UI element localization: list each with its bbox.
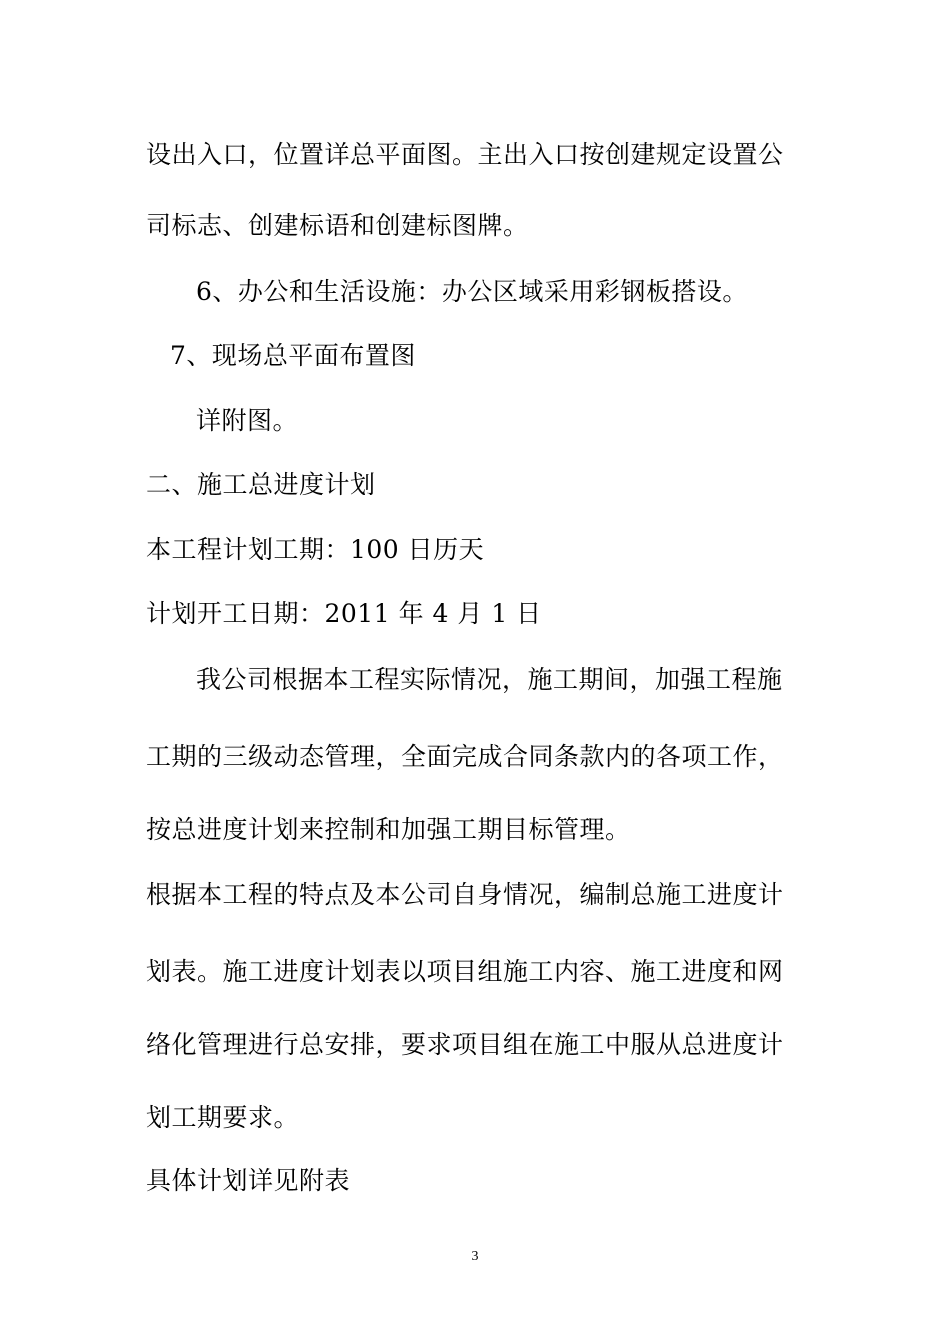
- item-6: 6、办公和生活设施：办公区域采用彩钢板搭设。: [196, 277, 748, 306]
- item-7-detail: 详附图。: [196, 406, 299, 435]
- planned-start-date: 计划开工日期：2011 年 4 月 1 日: [146, 599, 542, 628]
- paragraph-2-line-2: 工期的三级动态管理，全面完成合同条款内的各项工作，: [146, 742, 784, 771]
- planned-duration: 本工程计划工期：100 日历天: [146, 535, 485, 564]
- paragraph-3-line-2: 划表。施工进度计划表以项目组施工内容、施工进度和网: [146, 957, 784, 986]
- page-number: 3: [471, 1249, 479, 1264]
- item-7-heading: 7、现场总平面布置图: [170, 341, 416, 370]
- paragraph-3-line-3: 络化管理进行总安排，要求项目组在施工中服从总进度计: [146, 1030, 784, 1059]
- paragraph-3-line-1: 根据本工程的特点及本公司自身情况，编制总施工进度计: [146, 880, 784, 909]
- paragraph-1-line-2: 司标志、创建标语和创建标图牌。: [146, 211, 529, 240]
- section-2-heading: 二、施工总进度计划: [146, 470, 376, 499]
- paragraph-2-line-3: 按总进度计划来控制和加强工期目标管理。: [146, 815, 631, 844]
- final-line: 具体计划详见附表: [146, 1166, 351, 1195]
- paragraph-3-line-4: 划工期要求。: [146, 1103, 300, 1132]
- paragraph-1-line-1: 设出入口，位置详总平面图。主出入口按创建规定设置公: [146, 140, 784, 169]
- paragraph-2-line-1: 我公司根据本工程实际情况，施工期间，加强工程施: [196, 665, 783, 694]
